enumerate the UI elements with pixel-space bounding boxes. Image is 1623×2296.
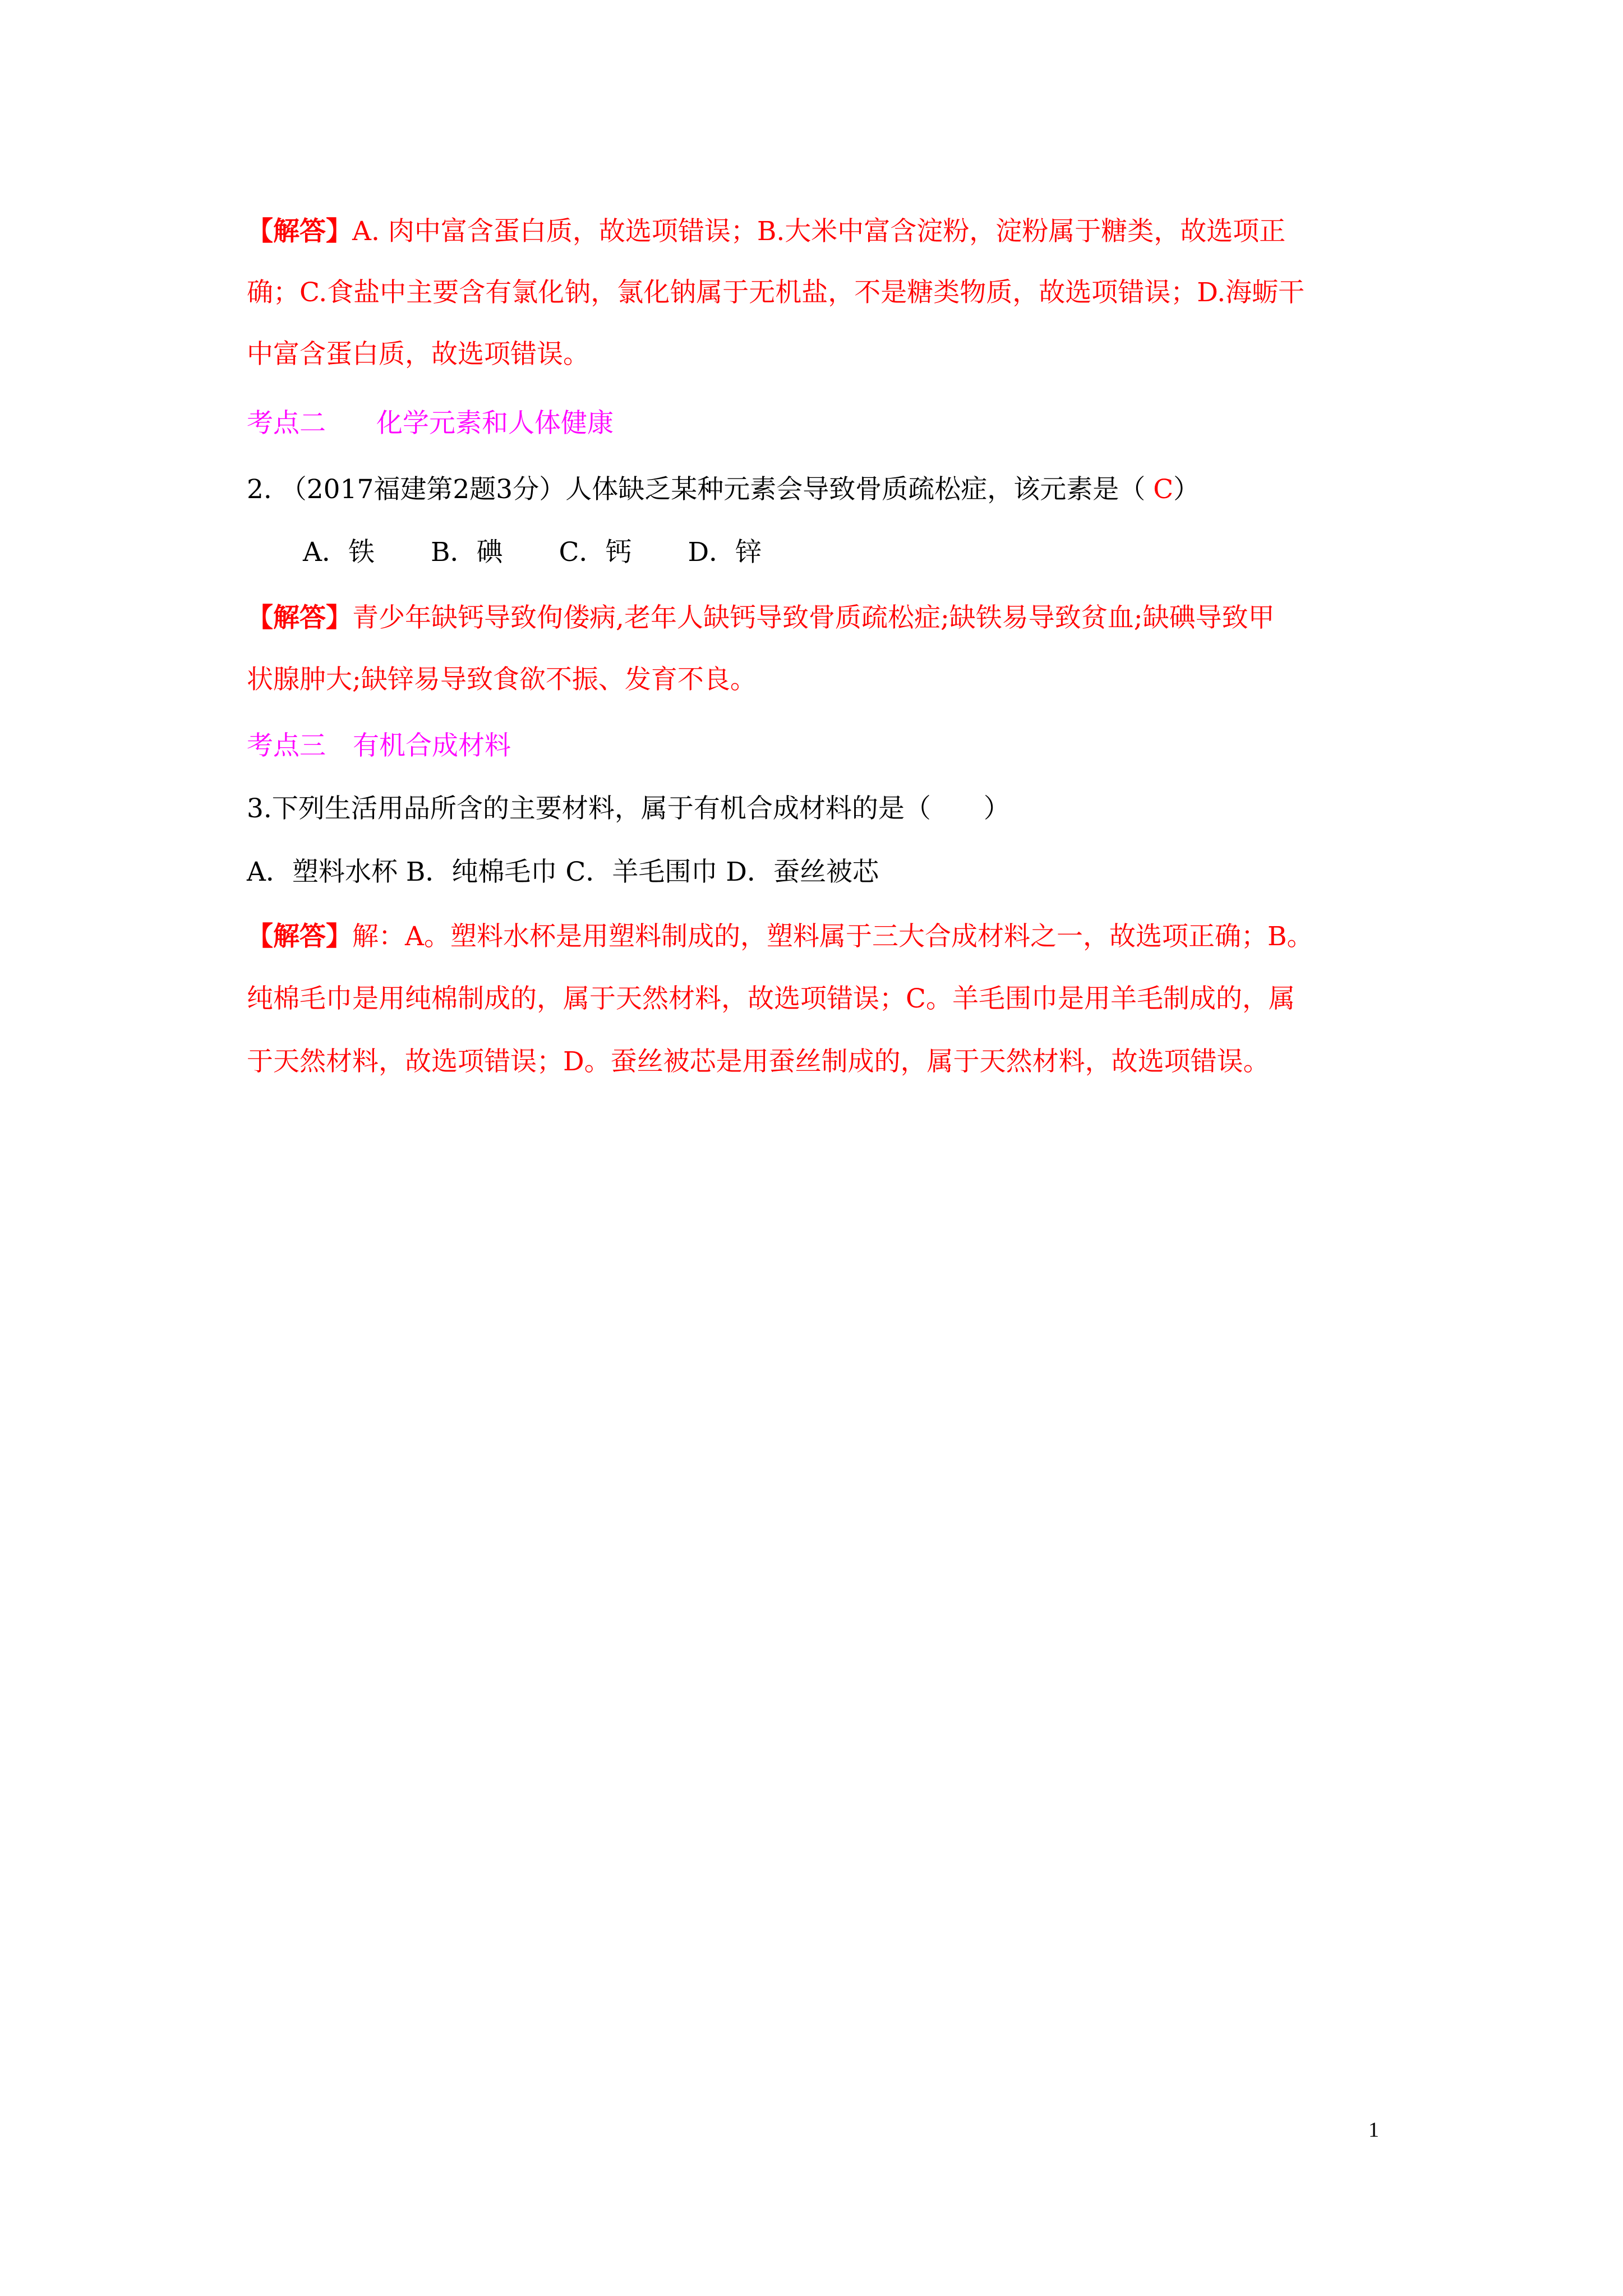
q2-answer-line-2: 状腺肿大;缺锌易导致食欲不振、发育不良。	[247, 664, 757, 695]
section-title: 化学元素和人体健康	[376, 408, 614, 439]
answer-label: 【解答】	[247, 921, 352, 952]
question-2-answer: C	[1153, 474, 1174, 505]
answer-label: 【解答】	[247, 602, 352, 633]
q1-answer-line-3: 中富含蛋白质，故选项错误。	[247, 339, 589, 370]
option-d: D．锌	[688, 537, 762, 568]
q2-answer-line-1	[247, 599, 1399, 638]
question-2-stem	[247, 470, 1399, 509]
q1-answer-line-2: 确；C.食盐中主要含有氯化钠，氯化钠属于无机盐，不是糖类物质，故选项错误；D.海蛎干	[247, 277, 1305, 308]
answer-text: 解：A。塑料水杯是用塑料制成的，塑料属于三大合成材料之一，故选项正确；B。	[352, 921, 1313, 952]
option-a: A．铁	[303, 537, 375, 568]
question-stem-text: 2. （2017福建第2题3分）人体缺乏某种元素会导致骨质疏松症，该元素是（	[247, 474, 1146, 505]
section-title: 有机合成材料	[353, 730, 511, 761]
q3-answer-line-3: 于天然材料，故选项错误；D。蚕丝被芯是用蚕丝制成的，属于天然材料，故选项错误。	[247, 1046, 1270, 1077]
section-2-heading	[247, 404, 1399, 443]
section-label: 考点三	[247, 730, 326, 761]
answer-text: A. 肉中富含蛋白质，故选项错误；B.大米中富含淀粉，淀粉属于糖类，故选项正	[352, 216, 1286, 247]
question-stem-close: ）	[1173, 474, 1200, 505]
q3-answer-line-1	[247, 917, 1399, 956]
q1-answer-line-1	[247, 212, 1399, 251]
answer-text: 青少年缺钙导致佝偻病,老年人缺钙导致骨质疏松症;缺铁易导致贫血;缺碘导致甲	[352, 602, 1275, 633]
option-c: C．钙	[559, 537, 632, 568]
question-3-options: A．塑料水杯 B．纯棉毛巾 C．羊毛围巾 D．蚕丝被芯	[247, 857, 879, 887]
question-2-options	[303, 533, 1399, 572]
q3-answer-line-2: 纯棉毛巾是用纯棉制成的，属于天然材料，故选项错误；C。羊毛围巾是用羊毛制成的，属	[247, 983, 1295, 1014]
page-number: 1	[1368, 2118, 1379, 2142]
question-3-stem: 3.下列生活用品所含的主要材料，属于有机合成材料的是（ ）	[247, 793, 1010, 824]
section-3-heading	[247, 726, 1399, 766]
option-b: B．碘	[430, 537, 503, 568]
answer-label: 【解答】	[247, 216, 352, 247]
section-label: 考点二	[247, 408, 326, 439]
